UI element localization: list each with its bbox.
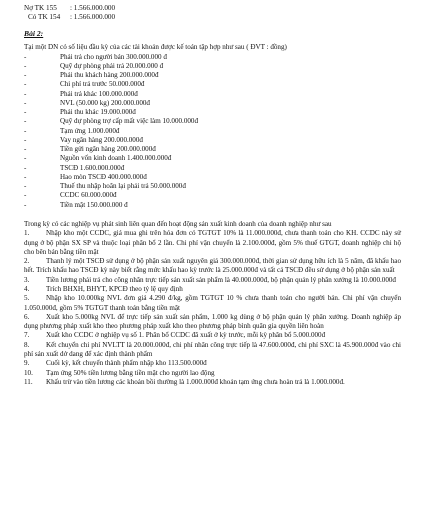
entry-amount: : 1.566.000.000 bbox=[70, 4, 116, 12]
account-item bbox=[24, 80, 423, 89]
account-item bbox=[24, 108, 423, 117]
account-text: Nguồn vốn kinh doanh 1.400.000.000đ bbox=[60, 154, 172, 163]
account-item bbox=[24, 136, 423, 145]
account-text: Phải thu khác 19.000.000đ bbox=[60, 108, 136, 117]
account-item bbox=[24, 191, 423, 200]
operation-text: Cuối kỳ, kết chuyển thành phẩm nhập kho 113.500.000đ bbox=[46, 359, 207, 368]
operation-number: 11. bbox=[24, 377, 33, 386]
account-text: TSCĐ 1.600.000.000đ bbox=[60, 163, 125, 172]
account-text: Phải trả cho người bán 300.000.000 đ bbox=[60, 52, 167, 61]
bullet-dash: - bbox=[24, 61, 27, 70]
account-text: CCDC 60.000.000đ bbox=[60, 191, 117, 200]
account-text: Chi phí trả trước 50.000.000đ bbox=[60, 80, 145, 89]
document-page bbox=[0, 4, 423, 526]
account-text: Tạm ứng 1.000.000đ bbox=[60, 126, 120, 135]
exercise-title: Bài 2: bbox=[24, 29, 44, 39]
bullet-dash: - bbox=[24, 52, 27, 61]
bullet-dash: - bbox=[24, 191, 27, 200]
account-text: Vay ngân hàng 200.000.000đ bbox=[60, 135, 143, 144]
account-item bbox=[24, 90, 423, 99]
account-item bbox=[24, 154, 423, 163]
bullet-dash: - bbox=[24, 182, 27, 191]
operation-text: Xuất kho CCDC ở nghiệp vụ số 1. Phân bổ CCDC đã xuất ở kỳ trước, mỗi kỳ phân bổ 5.000.000đ bbox=[46, 331, 326, 340]
operation-text: Nhập kho một CCDC, giá mua ghi trên hóa đơn có TGTGT 10% là 11.000.000đ, chưa thanh toán cho KH. CCDC này sử dụng ở bộ phận SX SP và thuộc loại phân bổ 2 lần. Chi phí vận chuyển là 2.100.000đ, gồm 5% thuế GTGT, doanh nghiệp chi hộ cho bên bán bằng tiền mặt bbox=[24, 229, 401, 256]
account-item bbox=[24, 62, 423, 71]
operation-item bbox=[24, 313, 423, 332]
operation-item bbox=[24, 276, 423, 285]
operation-text: Kết chuyển chi phí NVLTT là 20.000.000đ, chi phí nhân công trực tiếp là 47.600.000đ, chi phí SXC là 45.900.000đ vào chi phí sản xuất dở dang để xác định thành phẩm bbox=[24, 340, 401, 359]
account-item bbox=[24, 173, 423, 182]
bullet-dash: - bbox=[24, 108, 27, 117]
transactions-intro: Trong kỳ có các nghiệp vụ phát sinh liên quan đến hoạt động sản xuất kinh doanh của doanh nghiệp như sau bbox=[24, 219, 332, 228]
operation-number: 9. bbox=[24, 359, 30, 368]
operation-number: 8. bbox=[24, 340, 30, 349]
operation-number: 7. bbox=[24, 331, 30, 340]
operation-text: Tạm ứng 50% tiền lương bằng tiền mặt cho người lao động bbox=[46, 368, 215, 377]
operation-number: 4. bbox=[24, 285, 30, 293]
account-text: Tiền mặt 150.000.000 đ bbox=[60, 200, 128, 209]
bullet-dash: - bbox=[24, 98, 27, 107]
operation-item bbox=[24, 285, 423, 294]
operation-text: Nhập kho 10.000kg NVL đơn giá 4.290 đ/kg, gồm TGTGT 10 % chưa thanh toán cho người bán. Chi phí vận chuyển 1.050.000đ, gồm 5% TGTGT thanh toán bằng tiền mặt bbox=[24, 294, 401, 312]
operation-item bbox=[24, 341, 423, 360]
operation-text: Trích BHXH, BHYT, KPCĐ theo tỷ lệ quy định bbox=[46, 285, 183, 293]
account-text: Hao mòn TSCĐ 400.000.000đ bbox=[60, 172, 147, 181]
bullet-dash: - bbox=[24, 154, 27, 163]
account-text: Phải thu khách hàng 200.000.000đ bbox=[60, 71, 159, 80]
bullet-dash: - bbox=[24, 135, 27, 144]
bullet-dash: - bbox=[24, 200, 27, 209]
journal-entry bbox=[24, 13, 423, 22]
operation-item bbox=[24, 294, 423, 313]
bullet-dash: - bbox=[24, 80, 27, 89]
operation-text: Tiền lương phải trả cho công nhân trực tiếp sản xuất sản phẩm là 40.000.000đ, bộ phận quản lý phân xưởng là 10.000.000đ bbox=[46, 275, 396, 284]
account-text: NVL (50.000 kg) 200.000.000đ bbox=[60, 98, 150, 107]
operation-number: 5. bbox=[24, 294, 30, 303]
account-text: Phải trả khác 100.000.000đ bbox=[60, 89, 138, 98]
bullet-dash: - bbox=[24, 89, 27, 98]
account-item bbox=[24, 117, 423, 126]
account-item bbox=[24, 127, 423, 136]
operation-text: Thanh lý một TSCĐ sử dụng ở bộ phận sản xuất nguyên giá 300.000.000đ, thời gian sử dụng hữu ích là 5 năm, đã khấu hao hết. Trích khấu hao TSCĐ kỳ này biết rằng mức khấu hao kỳ trước là 25.000.000đ và tất cả TSCĐ đều sử dụng ở bộ phận sản xuất bbox=[24, 257, 401, 275]
entry-account: Nợ TK 155 bbox=[24, 4, 57, 12]
operation-item bbox=[24, 229, 423, 257]
account-item bbox=[24, 71, 423, 80]
operation-number: 2. bbox=[24, 257, 30, 266]
operation-item bbox=[24, 359, 423, 368]
bullet-dash: - bbox=[24, 145, 27, 154]
account-text: Quỹ dự phòng phải trả 20.000.000 đ bbox=[60, 61, 164, 70]
bullet-dash: - bbox=[24, 126, 27, 135]
intro-paragraph: Tại một DN có số liệu đầu kỳ của các tài khoản được kế toán tập hợp như sau ( ĐVT : đồng) bbox=[24, 43, 287, 52]
operation-text: Khấu trừ vào tiền lương các khoản bồi thường là 1.000.000đ khoản tạm ứng chưa hoàn trả là 1.000.000đ. bbox=[46, 377, 345, 386]
account-text: Tiền gửi ngân hàng 200.000.000đ bbox=[60, 145, 156, 154]
operation-text: Xuất kho 5.000kg NVL để trực tiếp sản xuất sản phẩm, 1.000 kg dùng ở bộ phận quản lý phân xưởng. Doanh nghiệp áp dụng phương pháp xuất kho theo phương pháp xuất kho theo phương pháp bình quân gia quyền liên hoàn bbox=[24, 312, 401, 331]
operation-item bbox=[24, 378, 423, 387]
operation-number: 10. bbox=[24, 368, 33, 377]
operation-number: 1. bbox=[24, 229, 30, 238]
account-item bbox=[24, 99, 423, 108]
account-text: Thuế thu nhập hoãn lại phải trả 50.000.000đ bbox=[60, 182, 186, 191]
bullet-dash: - bbox=[24, 71, 27, 80]
opening-balance-list bbox=[24, 53, 423, 210]
bullet-dash: - bbox=[24, 172, 27, 181]
bullet-dash: - bbox=[24, 163, 27, 172]
account-item bbox=[24, 53, 423, 62]
account-item bbox=[24, 145, 423, 154]
operation-item bbox=[24, 257, 423, 276]
entry-account: Có TK 154 bbox=[28, 13, 61, 22]
journal-entries bbox=[24, 4, 423, 22]
operation-item bbox=[24, 369, 423, 378]
account-item bbox=[24, 182, 423, 191]
journal-entry bbox=[24, 4, 423, 13]
operation-item bbox=[24, 331, 423, 340]
account-item bbox=[24, 164, 423, 173]
entry-amount: : 1.566.000.000 bbox=[70, 13, 116, 22]
bullet-dash: - bbox=[24, 117, 27, 126]
account-text: Quỹ dự phòng trợ cấp mất việc làm 10.000.000đ bbox=[60, 117, 199, 126]
operations-list bbox=[24, 229, 423, 387]
account-item bbox=[24, 201, 423, 210]
operation-number: 3. bbox=[24, 275, 30, 284]
operation-number: 6. bbox=[24, 312, 30, 321]
